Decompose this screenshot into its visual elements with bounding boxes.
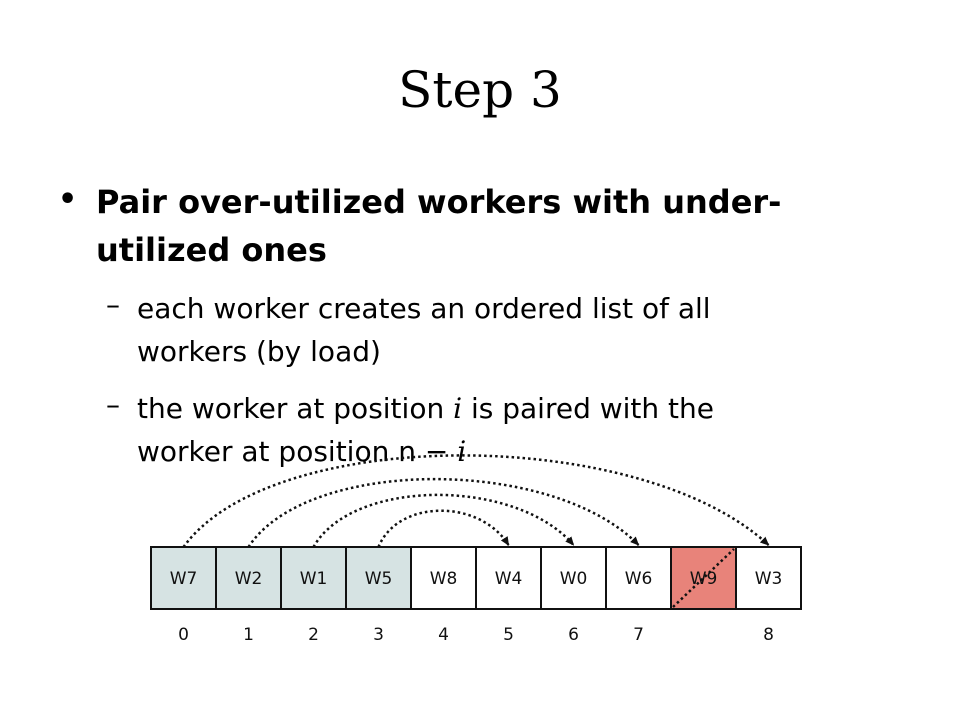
worker-name: W6 bbox=[624, 569, 653, 589]
pair-arc-w7-w3 bbox=[184, 455, 769, 547]
worker-name: W2 bbox=[234, 569, 263, 589]
worker-cell-w8 bbox=[411, 547, 476, 609]
pair-arc-w2-w6 bbox=[249, 479, 639, 547]
subbullet-1-line1: each worker creates an ordered list of all bbox=[137, 292, 711, 325]
worker-name: W3 bbox=[754, 569, 783, 589]
subbullet-2-line1-b: is paired with the bbox=[462, 392, 714, 425]
worker-cell-w2 bbox=[216, 547, 281, 609]
worker-name: W8 bbox=[429, 569, 458, 589]
position-label-8: 8 bbox=[763, 625, 774, 645]
worker-name: W0 bbox=[559, 569, 588, 589]
variable-i: i bbox=[453, 392, 463, 425]
position-label-6: 6 bbox=[568, 625, 579, 645]
worker-name: W5 bbox=[364, 569, 393, 589]
pairing-arcs bbox=[184, 455, 769, 547]
bullet-marker: • bbox=[58, 182, 78, 217]
position-label-7: 7 bbox=[633, 625, 644, 645]
bullet-text: Pair over-utilized workers with under-utilized ones bbox=[96, 183, 782, 269]
position-label-2: 2 bbox=[308, 625, 319, 645]
worker-name: W9 bbox=[689, 569, 718, 589]
position-label-4: 4 bbox=[438, 625, 449, 645]
position-labels bbox=[178, 625, 774, 645]
position-label-1: 1 bbox=[243, 625, 254, 645]
position-label-0: 0 bbox=[178, 625, 189, 645]
worker-name: W1 bbox=[299, 569, 328, 589]
worker-cell-w1 bbox=[281, 547, 346, 609]
pair-arc-w1-w0 bbox=[314, 495, 574, 547]
position-label-3: 3 bbox=[373, 625, 384, 645]
worker-cell-w7 bbox=[151, 547, 216, 609]
worker-cells bbox=[151, 547, 801, 609]
worker-cell-w9 bbox=[671, 547, 736, 609]
subbullet-2-marker: – bbox=[106, 388, 120, 421]
subbullet-2-line1-a: the worker at position bbox=[137, 392, 454, 425]
worker-name: W4 bbox=[494, 569, 523, 589]
worker-cell-w0 bbox=[541, 547, 606, 609]
worker-cell-w5 bbox=[346, 547, 411, 609]
worker-cell-w6 bbox=[606, 547, 671, 609]
variable-i: i bbox=[457, 435, 467, 468]
subbullet-1-line2: workers (by load) bbox=[137, 335, 381, 368]
subbullet-2-line2-a: worker at position n − bbox=[137, 435, 458, 468]
slide-title: Step 3 bbox=[398, 61, 562, 119]
pair-arc-w5-w4 bbox=[379, 511, 509, 547]
worker-cell-w4 bbox=[476, 547, 541, 609]
worker-name: W7 bbox=[169, 569, 198, 589]
subbullet-1-marker: – bbox=[106, 288, 120, 321]
position-label-5: 5 bbox=[503, 625, 514, 645]
worker-cell-w3 bbox=[736, 547, 801, 609]
